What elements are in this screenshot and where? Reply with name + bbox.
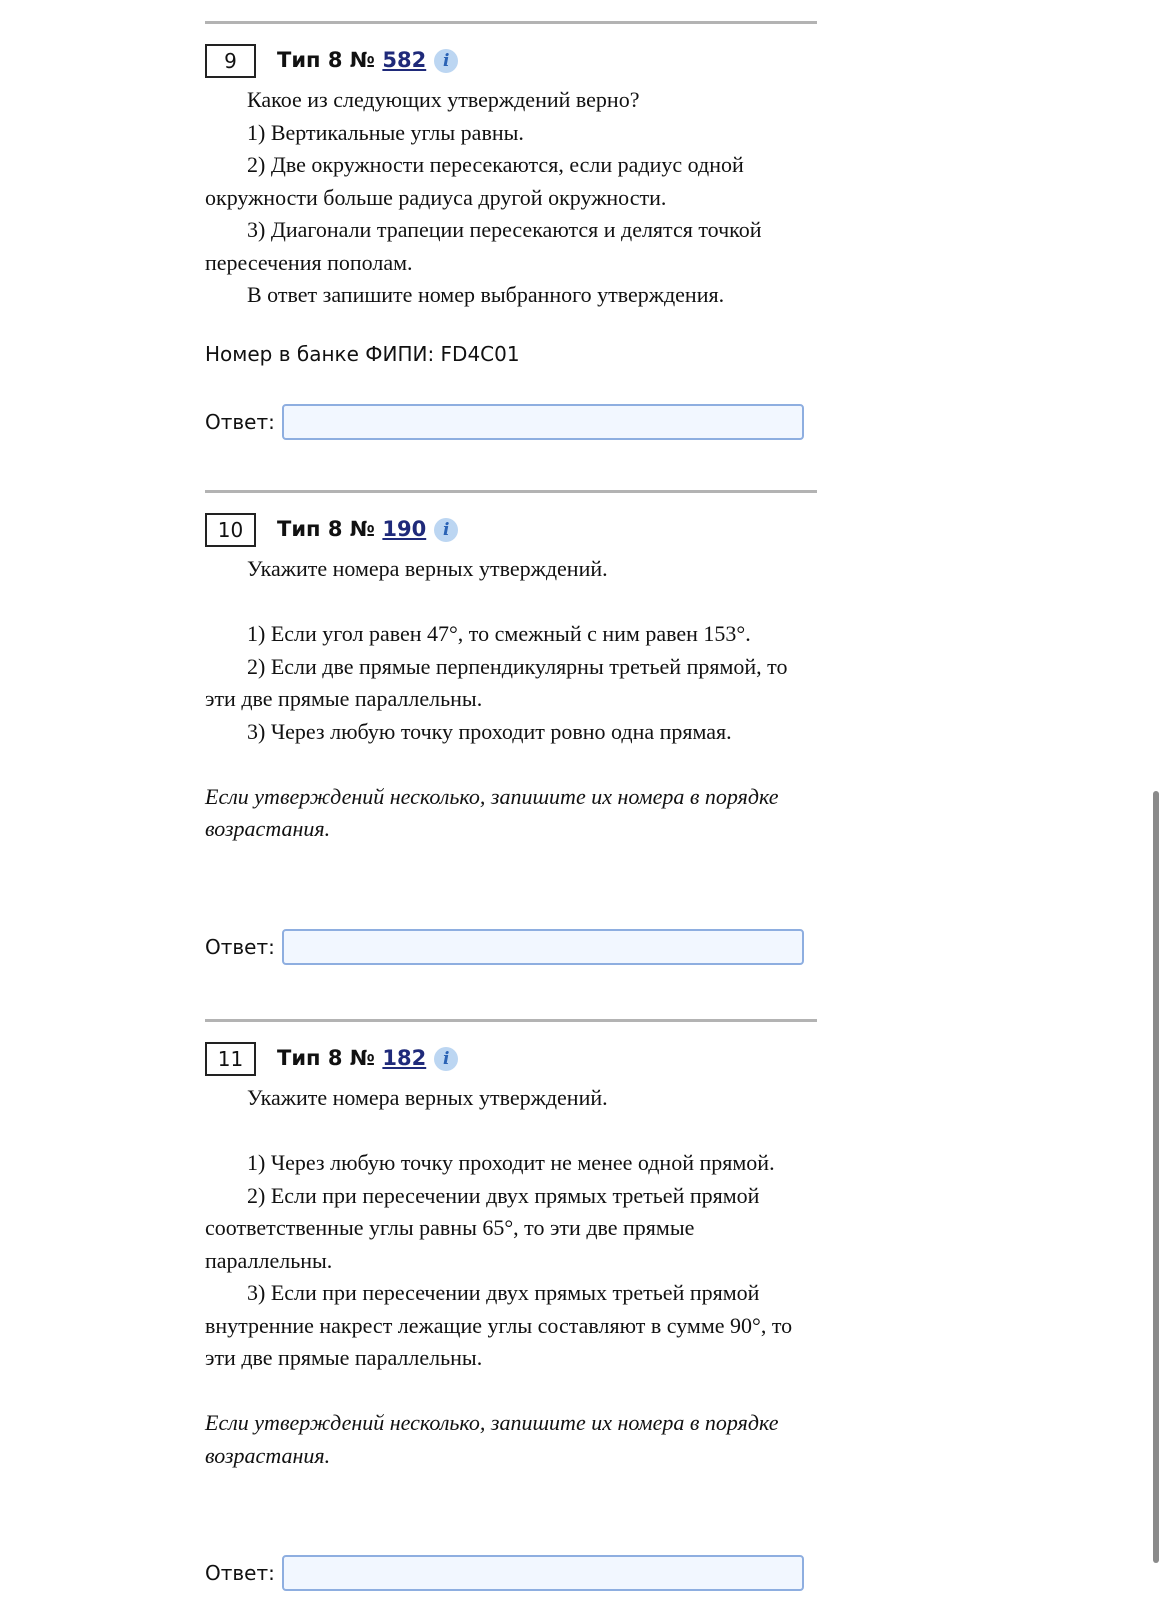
problem-id-link[interactable]: 582 (382, 48, 427, 72)
statement: 2) Если при пересечении двух прямых третьей прямой соответственные углы равны 65°, то эти две прямые параллельны. (205, 1182, 760, 1273)
problem-number: 11 (205, 1042, 256, 1076)
problem-type-label: Тип 8 № (277, 1046, 376, 1070)
problem-header (205, 44, 817, 80)
problem-separator (205, 1019, 817, 1022)
problem-note: Если утверждений несколько, запишите их номера в порядке возрастания. (205, 783, 779, 841)
scrollbar-thumb[interactable] (1153, 791, 1159, 1563)
problem-text (205, 84, 817, 312)
statement: 2) Две окружности пересекаются, если радиус одной окружности больше радиуса другой окружности. (205, 152, 744, 210)
problem-title (277, 517, 458, 542)
problem-type-label: Тип 8 № (277, 517, 376, 541)
statement: 1) Вертикальные углы равны. (247, 119, 524, 145)
answer-label: Ответ: (205, 410, 275, 434)
problem-question: Какое из следующих утверждений верно? (247, 87, 640, 112)
spacer (205, 1375, 817, 1408)
problem-separator (205, 490, 817, 493)
answer-row (205, 929, 817, 965)
problem-number: 10 (205, 513, 256, 547)
problem-number: 9 (205, 44, 256, 78)
problem-text (205, 1082, 817, 1472)
spacer (205, 586, 817, 619)
problem-separator (205, 21, 817, 24)
spacer (205, 1115, 817, 1148)
statement: 3) Если при пересечении двух прямых третьей прямой внутренние накрест лежащие углы составляют в сумме 90°, то эти две прямые параллельны. (205, 1280, 793, 1370)
answer-label: Ответ: (205, 1561, 275, 1585)
info-icon[interactable]: i (434, 1047, 458, 1071)
problem-note: Если утверждений несколько, запишите их номера в порядке возрастания. (205, 1410, 779, 1468)
problem-text (205, 553, 817, 846)
spacer (205, 748, 817, 781)
fipi-bank-number: Номер в банке ФИПИ: FD4C01 (205, 342, 520, 366)
statement: 1) Через любую точку проходит не менее одной прямой. (247, 1150, 775, 1175)
problem-title (277, 48, 458, 73)
statement: 2) Если две прямые перпендикулярны третьей прямой, то эти две прямые параллельны. (205, 653, 788, 711)
info-icon[interactable]: i (434, 49, 458, 73)
problem-instruction: В ответ запишите номер выбранного утверждения. (247, 282, 725, 307)
answer-row (205, 404, 817, 440)
problem-type-label: Тип 8 № (277, 48, 376, 72)
answer-input[interactable] (282, 404, 804, 440)
problem-header (205, 513, 817, 549)
statement: 1) Если угол равен 47°, то смежный с ним равен 153°. (247, 621, 751, 646)
problem-id-link[interactable]: 190 (382, 517, 427, 541)
answer-input[interactable] (282, 1555, 804, 1591)
problem-question: Укажите номера верных утверждений. (247, 1085, 608, 1110)
info-icon[interactable]: i (434, 518, 458, 542)
answer-input[interactable] (282, 929, 804, 965)
statement: 3) Диагонали трапеции пересекаются и делятся точкой пересечения пополам. (205, 217, 762, 275)
statement: 3) Через любую точку проходит ровно одна прямая. (247, 718, 732, 744)
answer-row (205, 1555, 817, 1591)
problem-id-link[interactable]: 182 (382, 1046, 427, 1070)
problem-header (205, 1042, 817, 1078)
problem-title (277, 1046, 458, 1071)
problem-question: Укажите номера верных утверждений. (247, 556, 608, 581)
answer-label: Ответ: (205, 935, 275, 959)
